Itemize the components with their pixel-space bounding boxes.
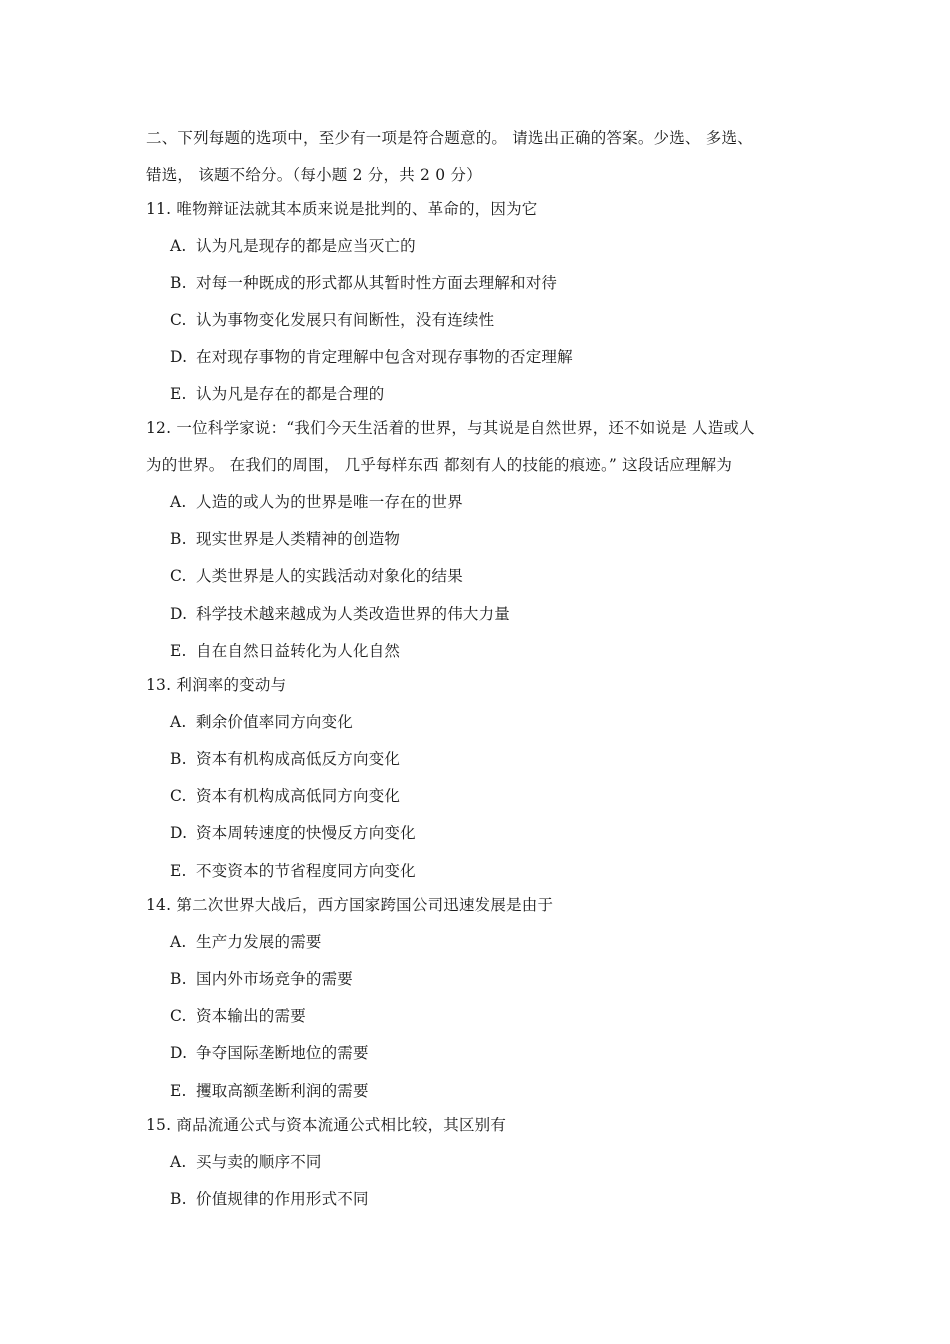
question-11-option-d: D. 在对现存事物的肯定理解中包含对现存事物的否定理解 bbox=[170, 348, 573, 366]
question-14-option-d: D. 争夺国际垄断地位的需要 bbox=[170, 1044, 369, 1062]
question-15-stem: 15. 商品流通公式与资本流通公式相比较，其区别有 bbox=[146, 1116, 507, 1134]
question-14-stem: 14. 第二次世界大战后，西方国家跨国公司迅速发展是由于 bbox=[146, 896, 554, 914]
question-15-option-a: A. 买与卖的顺序不同 bbox=[170, 1153, 322, 1171]
question-14-option-b: B. 国内外市场竞争的需要 bbox=[170, 970, 354, 988]
question-14-option-a: A. 生产力发展的需要 bbox=[170, 933, 322, 951]
question-11-option-a: A. 认为凡是现存的都是应当灭亡的 bbox=[170, 237, 416, 255]
question-13-option-e: E. 不变资本的节省程度同方向变化 bbox=[170, 862, 416, 880]
question-12-option-c: C. 人类世界是人的实践活动对象化的结果 bbox=[170, 567, 463, 585]
question-13-option-c: C. 资本有机构成高低同方向变化 bbox=[170, 787, 401, 805]
question-12-option-d: D. 科学技术越来越成为人类改造世界的伟大力量 bbox=[170, 605, 511, 623]
question-12-stem-line-1: 12. 一位科学家说：“我们今天生活着的世界，与其说是自然世界，还不如说是 人造或人 bbox=[146, 419, 755, 437]
question-11-option-c: C. 认为事物变化发展只有间断性，没有连续性 bbox=[170, 311, 495, 329]
question-15-option-b: B. 价值规律的作用形式不同 bbox=[170, 1190, 369, 1208]
question-13-option-d: D. 资本周转速度的快慢反方向变化 bbox=[170, 824, 416, 842]
question-11-option-b: B. 对每一种既成的形式都从其暂时性方面去理解和对待 bbox=[170, 274, 558, 292]
question-12-stem-line-2: 为的世界。 在我们的周围， 几乎每样东西 都刻有人的技能的痕迹。” 这段话应理解为 bbox=[146, 456, 733, 474]
section-instruction-line-2: 错选， 该题不给分。（每小题 2 分，共 2 0 分） bbox=[146, 166, 482, 184]
question-14-option-e: E. 攫取高额垄断利润的需要 bbox=[170, 1082, 369, 1100]
question-11-option-e: E. 认为凡是存在的都是合理的 bbox=[170, 385, 385, 403]
question-12-option-a: A. 人造的或人为的世界是唯一存在的世界 bbox=[170, 493, 463, 511]
question-13-option-b: B. 资本有机构成高低反方向变化 bbox=[170, 750, 401, 768]
question-11-stem: 11. 唯物辩证法就其本质来说是批判的、革命的，因为它 bbox=[146, 200, 538, 218]
question-13-stem: 13. 利润率的变动与 bbox=[146, 676, 287, 694]
question-13-option-a: A. 剩余价值率同方向变化 bbox=[170, 713, 354, 731]
question-14-option-c: C. 资本输出的需要 bbox=[170, 1007, 306, 1025]
question-12-option-b: B. 现实世界是人类精神的创造物 bbox=[170, 530, 401, 548]
section-instruction-line-1: 二、下列每题的选项中，至少有一项是符合题意的。 请选出正确的答案。少选、 多选、 bbox=[146, 129, 753, 147]
question-12-option-e: E. 自在自然日益转化为人化自然 bbox=[170, 642, 401, 660]
